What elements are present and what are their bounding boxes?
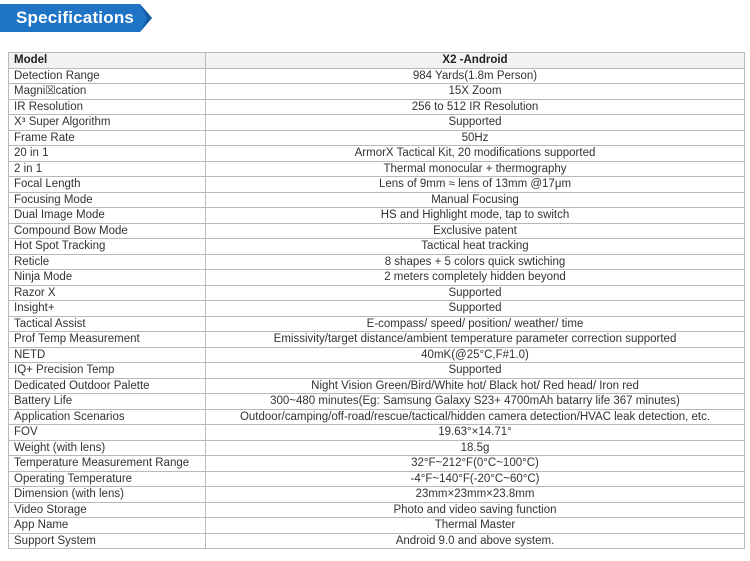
table-row (9, 409, 745, 425)
table-row (9, 68, 745, 84)
spec-value-cell: Android 9.0 and above system. (206, 533, 745, 549)
spec-value-cell: E-compass/ speed/ position/ weather/ time (206, 316, 745, 332)
spec-label-cell: Application Scenarios (9, 409, 206, 425)
table-row (9, 301, 745, 317)
spec-label-cell: Support System (9, 533, 206, 549)
spec-value-cell: 50Hz (206, 130, 745, 146)
table-row (9, 378, 745, 394)
spec-value-cell: 19.63°×14.71° (206, 425, 745, 441)
spec-label-cell: App Name (9, 518, 206, 534)
table-row (9, 440, 745, 456)
spec-label-cell: Tactical Assist (9, 316, 206, 332)
table-row (9, 425, 745, 441)
spec-value-cell: Night Vision Green/Bird/White hot/ Black hot/ Red head/ Iron red (206, 378, 745, 394)
spec-value-cell: 18.5g (206, 440, 745, 456)
spec-value-cell: Supported (206, 115, 745, 131)
spec-label-cell: Razor X (9, 285, 206, 301)
table-row (9, 471, 745, 487)
spec-value-cell: Supported (206, 301, 745, 317)
spec-label-cell: Prof Temp Measurement (9, 332, 206, 348)
spec-label-cell: NETD (9, 347, 206, 363)
spec-label-cell: IQ+ Precision Temp (9, 363, 206, 379)
table-row (9, 347, 745, 363)
table-header-row (9, 53, 745, 69)
spec-table-body (9, 53, 745, 549)
spec-label-cell: Operating Temperature (9, 471, 206, 487)
spec-value-cell: Supported (206, 285, 745, 301)
spec-label-cell: Reticle (9, 254, 206, 270)
spec-value-cell: 8 shapes + 5 colors quick swtiching (206, 254, 745, 270)
spec-value-cell: Thermal monocular + thermography (206, 161, 745, 177)
table-row (9, 223, 745, 239)
spec-value-cell: 15X Zoom (206, 84, 745, 100)
table-row (9, 394, 745, 410)
spec-label-cell: Focusing Mode (9, 192, 206, 208)
spec-label-cell: Dual Image Mode (9, 208, 206, 224)
spec-label-cell: Compound Bow Mode (9, 223, 206, 239)
spec-value-cell: 300~480 minutes(Eg: Samsung Galaxy S23+ 4700mAh batarry life 367 minutes) (206, 394, 745, 410)
table-row (9, 456, 745, 472)
table-row (9, 84, 745, 100)
spec-value-cell: 984 Yards(1.8m Person) (206, 68, 745, 84)
spec-value-cell: Thermal Master (206, 518, 745, 534)
spec-label-cell: 20 in 1 (9, 146, 206, 162)
spec-value-cell: Supported (206, 363, 745, 379)
spec-label-cell: Temperature Measurement Range (9, 456, 206, 472)
table-row (9, 533, 745, 549)
table-row (9, 316, 745, 332)
spec-value-cell: 256 to 512 IR Resolution (206, 99, 745, 115)
table-row (9, 208, 745, 224)
table-row (9, 254, 745, 270)
table-row (9, 285, 745, 301)
table-row (9, 518, 745, 534)
spec-label-cell: Ninja Mode (9, 270, 206, 286)
table-row (9, 239, 745, 255)
table-row (9, 130, 745, 146)
spec-label-cell: Battery Life (9, 394, 206, 410)
table-row (9, 363, 745, 379)
table-row (9, 177, 745, 193)
table-row (9, 487, 745, 503)
spec-value-cell: 40mK(@25°C,F#1.0) (206, 347, 745, 363)
spec-label-cell: Dimension (with lens) (9, 487, 206, 503)
spec-table (8, 52, 745, 549)
spec-label-cell: Frame Rate (9, 130, 206, 146)
spec-label-cell: Hot Spot Tracking (9, 239, 206, 255)
spec-label-cell: Dedicated Outdoor Palette (9, 378, 206, 394)
spec-value-cell: Outdoor/camping/off-road/rescue/tactical/hidden camera detection/HVAC leak detection, etc. (206, 409, 745, 425)
spec-label-cell: IR Resolution (9, 99, 206, 115)
spec-label-cell: Video Storage (9, 502, 206, 518)
spec-value-cell: Lens of 9mm ≈ lens of 13mm @17μm (206, 177, 745, 193)
spec-value-cell: 2 meters completely hidden beyond (206, 270, 745, 286)
spec-value-cell: ArmorX Tactical Kit, 20 modifications supported (206, 146, 745, 162)
section-banner (0, 4, 152, 32)
table-row (9, 161, 745, 177)
spec-label-cell: Focal Length (9, 177, 206, 193)
table-row (9, 192, 745, 208)
spec-value-cell: -4°F~140°F(-20°C~60°C) (206, 471, 745, 487)
spec-label-cell: Magni☒cation (9, 84, 206, 100)
spec-label-cell: FOV (9, 425, 206, 441)
spec-value-cell: 32°F~212°F(0°C~100°C) (206, 456, 745, 472)
spec-value-cell: Exclusive patent (206, 223, 745, 239)
spec-value-cell: Emissivity/target distance/ambient temperature parameter correction supported (206, 332, 745, 348)
spec-value-cell: Manual Focusing (206, 192, 745, 208)
table-row (9, 146, 745, 162)
header-value-cell: X2 -Android (206, 53, 745, 69)
table-row (9, 115, 745, 131)
spec-label-cell: 2 in 1 (9, 161, 206, 177)
section-title: Specifications (16, 8, 135, 27)
header-label-cell: Model (9, 53, 206, 69)
table-row (9, 332, 745, 348)
spec-label-cell: Weight (with lens) (9, 440, 206, 456)
table-row (9, 270, 745, 286)
table-row (9, 502, 745, 518)
spec-value-cell: 23mm×23mm×23.8mm (206, 487, 745, 503)
table-row (9, 99, 745, 115)
spec-value-cell: Photo and video saving function (206, 502, 745, 518)
spec-value-cell: HS and Highlight mode, tap to switch (206, 208, 745, 224)
spec-label-cell: X³ Super Algorithm (9, 115, 206, 131)
spec-label-cell: Insight+ (9, 301, 206, 317)
spec-label-cell: Detection Range (9, 68, 206, 84)
spec-value-cell: Tactical heat tracking (206, 239, 745, 255)
